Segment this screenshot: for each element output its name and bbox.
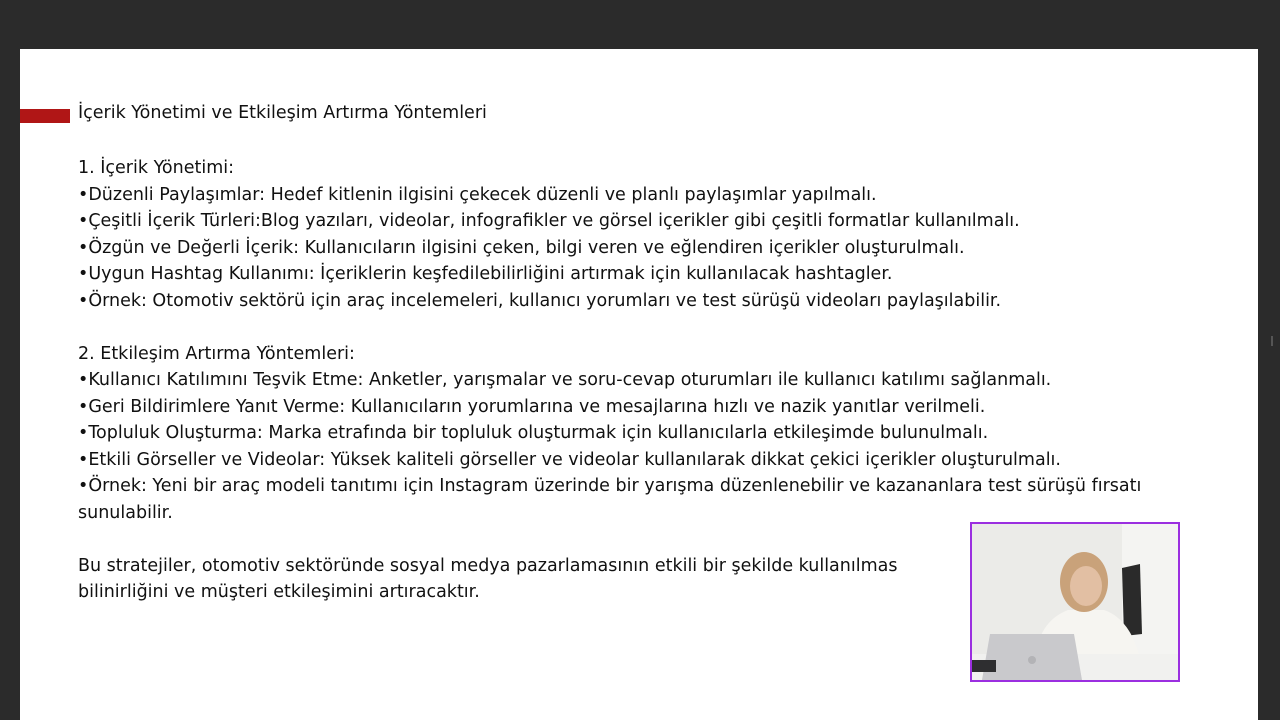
section-heading: 2. Etkileşim Artırma Yöntemleri:: [78, 343, 355, 364]
webcam-overlay[interactable]: [970, 522, 1180, 682]
slide-title: İçerik Yönetimi ve Etkileşim Artırma Yöntemleri: [78, 103, 487, 123]
bullet-item: •Topluluk Oluşturma: Marka etrafında bir topluluk oluşturmak için kullanıcılarla etkileşimde bulunulmalı.: [78, 423, 989, 443]
bullet-item: •Örnek: Yeni bir araç modeli tanıtımı için Instagram üzerinde bir yarışma düzenlenebilir ve kazananlara test sürüşü fırsatı sunulabilir.: [78, 476, 1142, 523]
spacer: [78, 314, 1188, 341]
bullet-item: •Kullanıcı Katılımını Teşvik Etme: Anketler, yarışmalar ve soru-cevap oturumları ile kullanıcı katılımı sağlanmalı.: [78, 370, 1052, 390]
title-accent-bar: [20, 109, 70, 123]
bullet-item: •Geri Bildirimlere Yanıt Verme: Kullanıcıların yorumlarına ve mesajlarına hızlı ve nazik yanıtlar verilmeli.: [78, 396, 986, 417]
bullet-item: •Örnek: Otomotiv sektörü için araç incelemeleri, kullanıcı yorumları ve test sürüşü videoları paylaşılabilir.: [78, 290, 1002, 311]
bullet-item: •Düzenli Paylaşımlar: Hedef kitlenin ilgisini çekecek düzenli ve planlı paylaşımlar yapılmalı.: [78, 184, 877, 205]
scroll-indicator: [1271, 336, 1273, 346]
bullet-item: •Çeşitli İçerik Türleri:Blog yazıları, videolar, infografikler ve görsel içerikler gibi çeşitli formatlar kullanılmalı.: [78, 211, 1020, 231]
closing-text: Bu stratejiler, otomotiv sektöründe sosyal medya pazarlamasının etkili bir şekilde kullanılmas: [78, 555, 898, 576]
bullet-item: •Uygun Hashtag Kullanımı: İçeriklerin keşfedilebilirliğini artırmak için kullanılacak hashtagler.: [78, 264, 893, 284]
section-heading: 1. İçerik Yönetimi:: [78, 158, 235, 178]
closing-text: bilinirliğini ve müşteri etkileşimini artıracaktır.: [78, 582, 480, 602]
bullet-item: •Etkili Görseller ve Videolar: Yüksek kaliteli görseller ve videolar kullanılarak dikkat çekici içerikler oluşturulmalı.: [78, 449, 1061, 470]
bullet-item: •Özgün ve Değerli İçerik: Kullanıcıların ilgisini çeken, bilgi veren ve eğlendiren içerikler oluşturulmalı.: [78, 237, 965, 258]
presenter-video: [972, 524, 1178, 680]
